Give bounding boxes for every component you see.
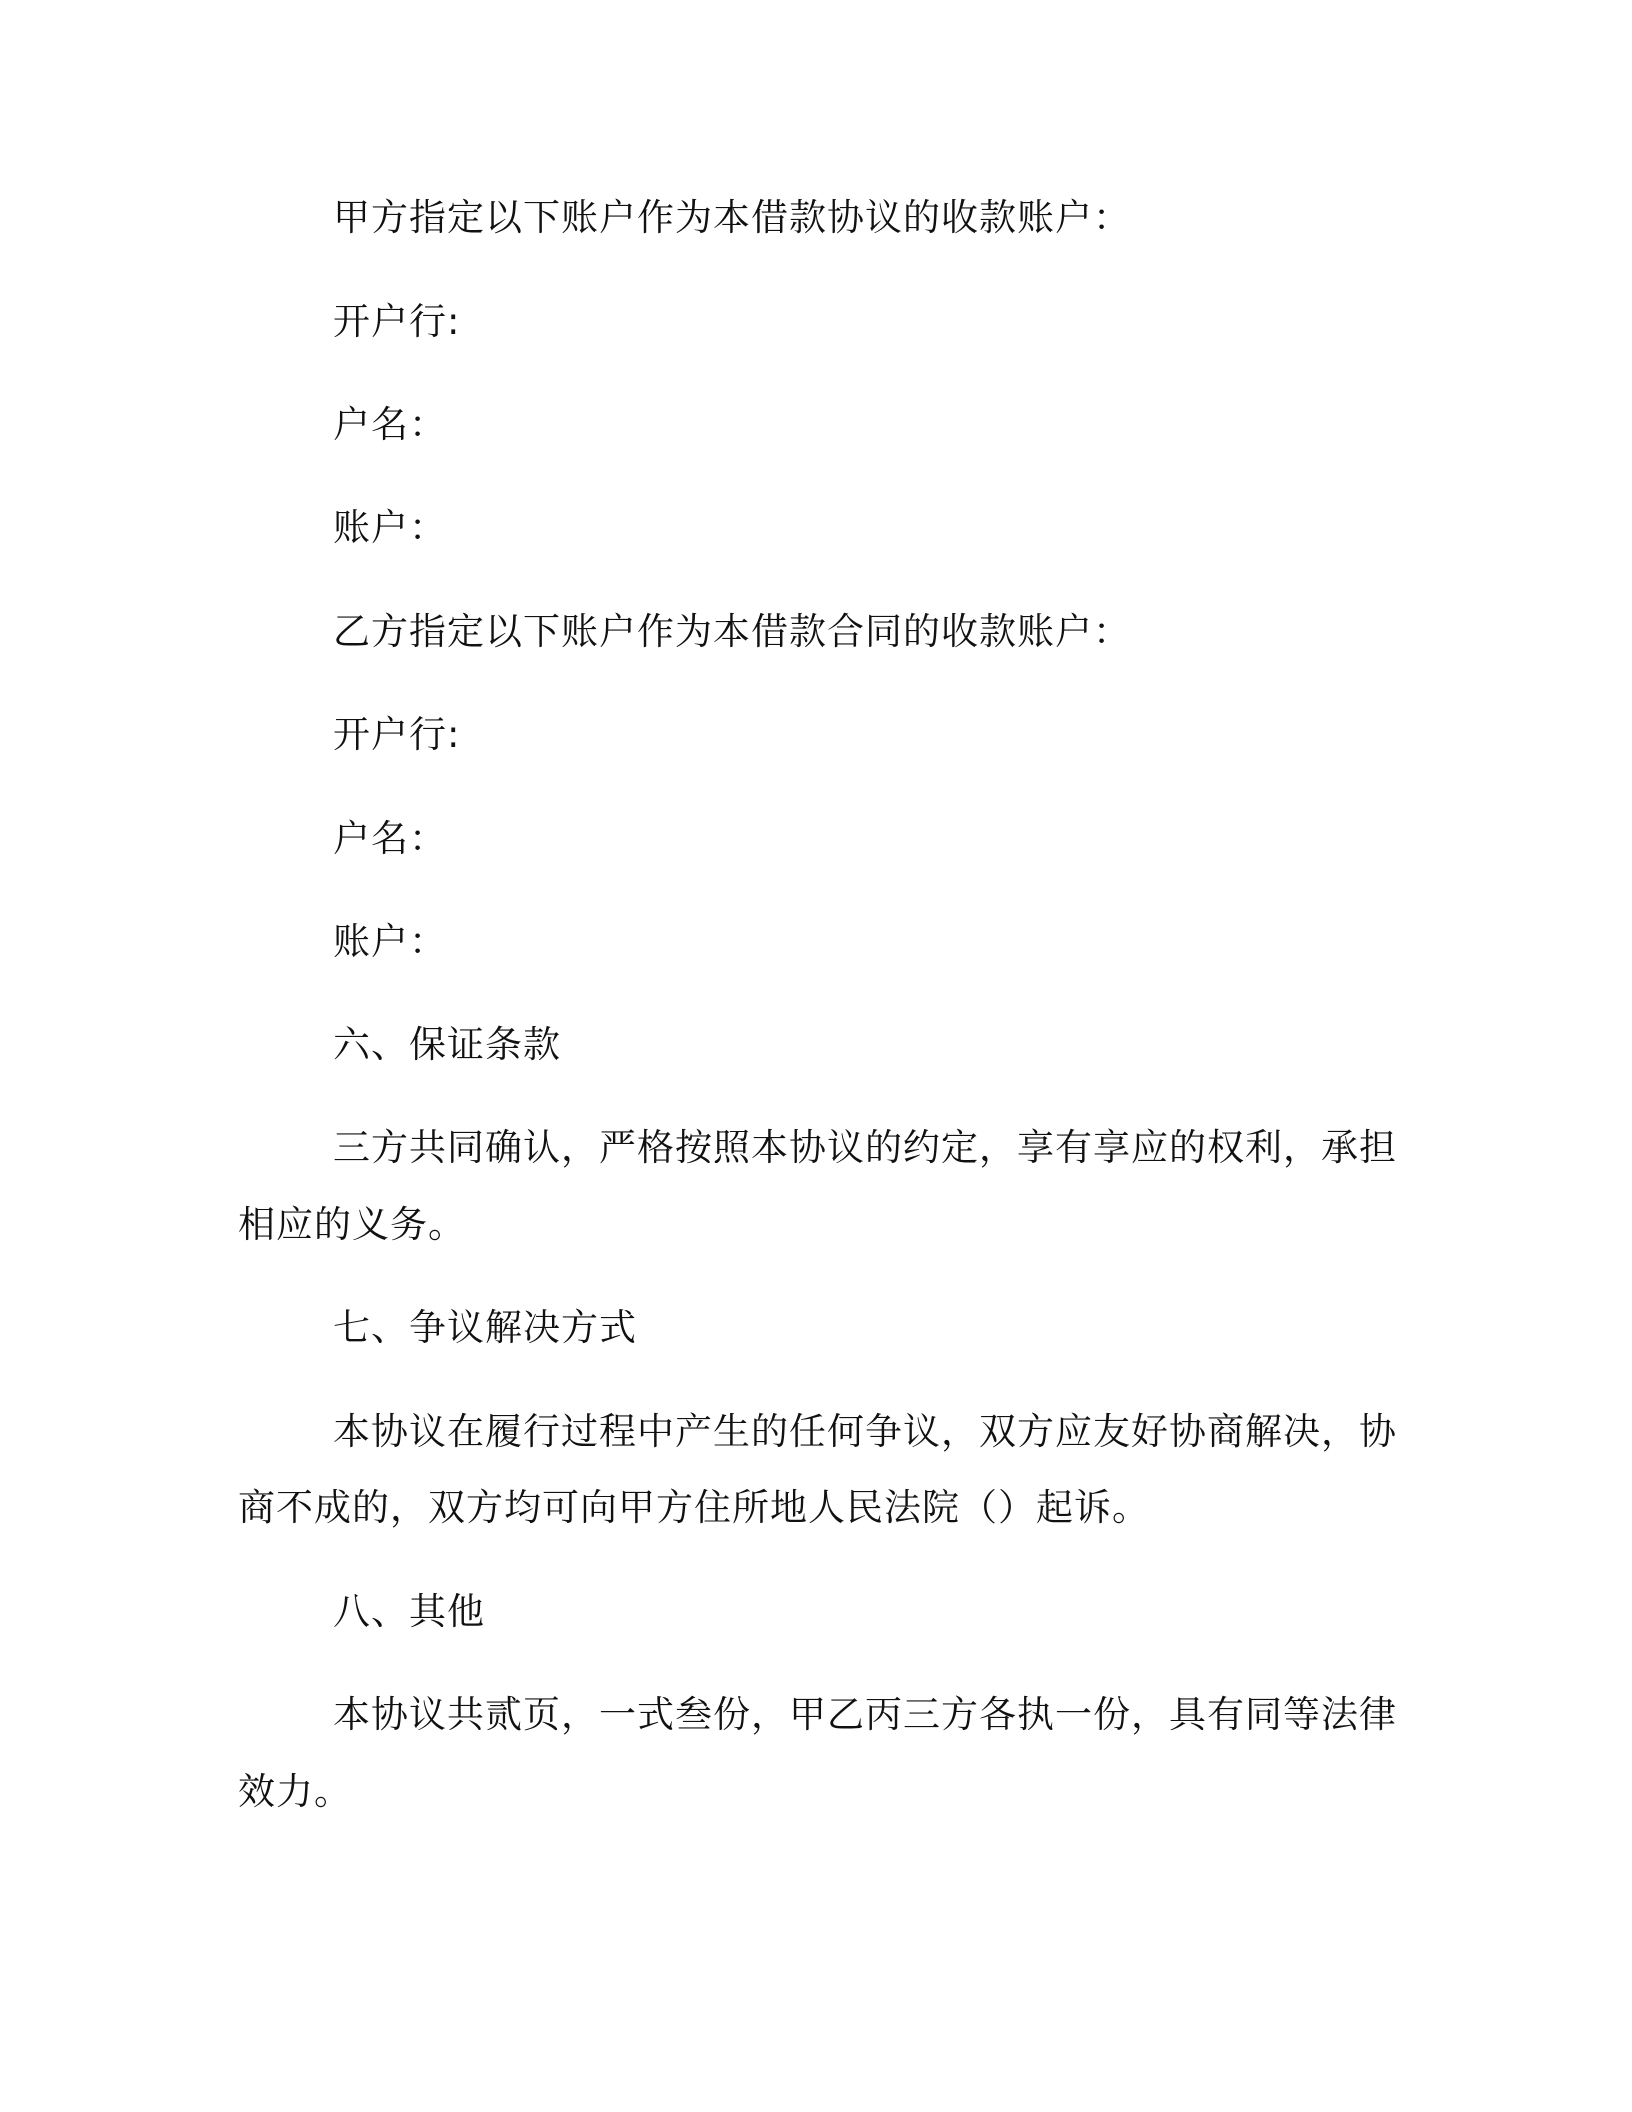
party-b-bank-label: 开户行: [333,713,461,756]
party-a-name-label: 户名： [333,403,447,446]
section-8-text-line-2: 效力。 [238,1770,352,1813]
section-7-text-line-1: 本协议在履行过程中产生的任何争议，双方应友好协商解决，协 [333,1410,1397,1453]
section-8-text-line-1: 本协议共贰页，一式叁份，甲乙丙三方各执一份，具有同等法律 [333,1693,1397,1736]
section-6-heading: 六、保证条款 [333,1023,561,1066]
section-6-text-line-2: 相应的义务。 [238,1203,466,1246]
party-b-account-intro: 乙方指定以下账户作为本借款合同的收款账户： [333,610,1131,653]
party-a-account-intro: 甲方指定以下账户作为本借款协议的收款账户： [333,196,1131,239]
party-a-bank-label: 开户行: [333,300,461,343]
section-7-text-line-2: 商不成的，双方均可向甲方住所地人民法院（）起诉。 [238,1486,1150,1529]
party-a-account-label: 账户： [333,506,447,549]
party-b-account-label: 账户： [333,920,447,963]
section-8-heading: 八、其他 [333,1590,485,1633]
section-7-heading: 七、争议解决方式 [333,1306,637,1349]
party-b-name-label: 户名： [333,817,447,860]
section-6-text-line-1: 三方共同确认，严格按照本协议的约定，享有享应的权利，承担 [333,1126,1397,1169]
